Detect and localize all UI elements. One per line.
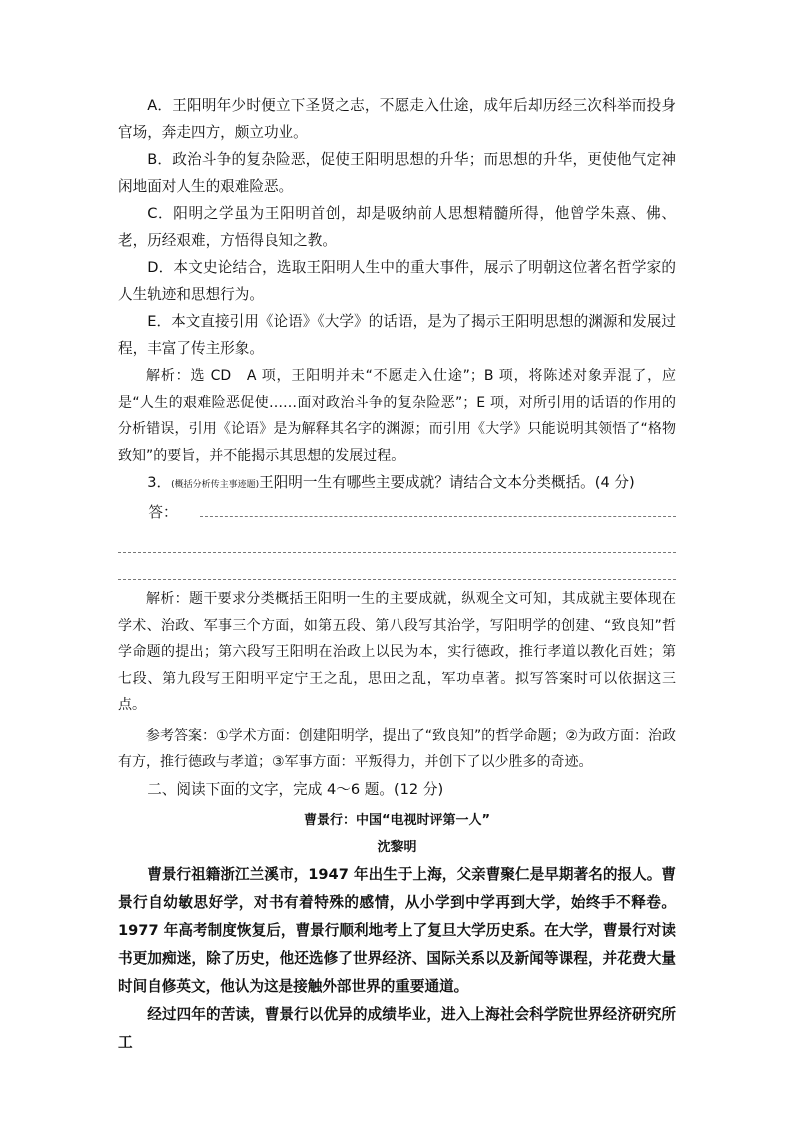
analysis-question-3: 解析：题干要求分类概括王阳明一生的主要成就，纵观全文可知，其成就主要体现在学术、治政、军事三个方面，如第五段、第八段写其治学，写阳明学的创建、“致良知”哲学命题的提出；第六段写王阳明在治政上以民为本，实行德政，推行孝道以教化百姓；第七段、第九段写王阳明平定宁王之乱，思田之乱，军功卓著。拟写答案时可以依据这三点。	[118, 591, 676, 713]
option-c: C．阳明之学虽为王阳明首创，却是吸纳前人思想精髓所得，他曾学朱熹、佛、老，历经艰难，方悟得良知之教。	[118, 205, 676, 249]
article-paragraph-1: 曹景行祖籍浙江兰溪市，1947 年出生于上海，父亲曹聚仁是早期著名的报人。曹景行自幼敏思好学，对书有着特殊的感情，从小学到中学再到大学，始终手不释卷。1977 年高考制度恢复后，曹景行顺利地考上了复旦大学历史系。在大学，曹景行对读书更加痴迷，除了历史，他还选修了世界经济、国际关系以及新闻等课程，并花费大量时间自修英文，他认为这是接触外部世界的重要通道。	[118, 865, 676, 995]
question-3-text: 王阳明一生有哪些主要成就？请结合文本分类概括。(4 分)	[259, 474, 635, 491]
document-page	[118, 92, 676, 1057]
analysis-question-2: 解析：选 CD A 项，王阳明并未“不愿走入仕途”；B 项，将陈述对象弄混了，应是“人生的艰难险恶促使……面对政治斗争的复杂险恶”；E 项，对所引用的话语的作用的分析错误，引用《论语》是为解释其名字的渊源；而引用《大学》只能说明其领悟了“格物致知”的要旨，并不能揭示其思想的发展过程。	[118, 368, 676, 464]
option-a: A．王阳明年少时便立下圣贤之志，不愿走入仕途，成年后却历经三次科举而投身官场，奔走四方，颇立功业。	[118, 97, 676, 141]
question-3-number: 3．	[147, 474, 172, 491]
option-d: D．本文史论结合，选取王阳明人生中的重大事件，展示了明朝这位著名哲学家的人生轨迹和思想行为。	[118, 259, 676, 303]
answer-label: 答：	[148, 504, 178, 521]
article-author: 沈黎明	[377, 839, 417, 855]
option-e: E．本文直接引用《论语》《大学》的话语，是为了揭示王阳明思想的渊源和发展过程，丰富了传主形象。	[118, 313, 676, 357]
answer-line-3[interactable]	[118, 579, 676, 580]
article-title: 曹景行：中国“电视时评第一人”	[303, 812, 491, 828]
article-paragraph-2: 经过四年的苦读，曹景行以优异的成绩毕业，进入上海社会科学院世界经济研究所工	[118, 1005, 676, 1051]
answer-row	[118, 499, 676, 526]
answer-line-2[interactable]	[118, 552, 676, 553]
question-3	[118, 469, 676, 499]
reference-answer: 参考答案：①学术方面：创建阳明学，提出了“致良知”的哲学命题；②为政方面：治政有方，推行德政与孝道；③军事方面：平叛得力，并创下了以少胜多的奇迹。	[118, 727, 676, 770]
option-b: B．政治斗争的复杂险恶，促使王阳明思想的升华；而思想的升华，更使他气定神闲地面对人生的艰难险恶。	[118, 151, 676, 195]
section-2-heading: 二、阅读下面的文字，完成 4～6 题。(12 分)	[147, 780, 444, 798]
answer-line-1[interactable]	[200, 516, 676, 517]
question-3-tag: (概括分析传主事迹题)	[171, 480, 260, 490]
